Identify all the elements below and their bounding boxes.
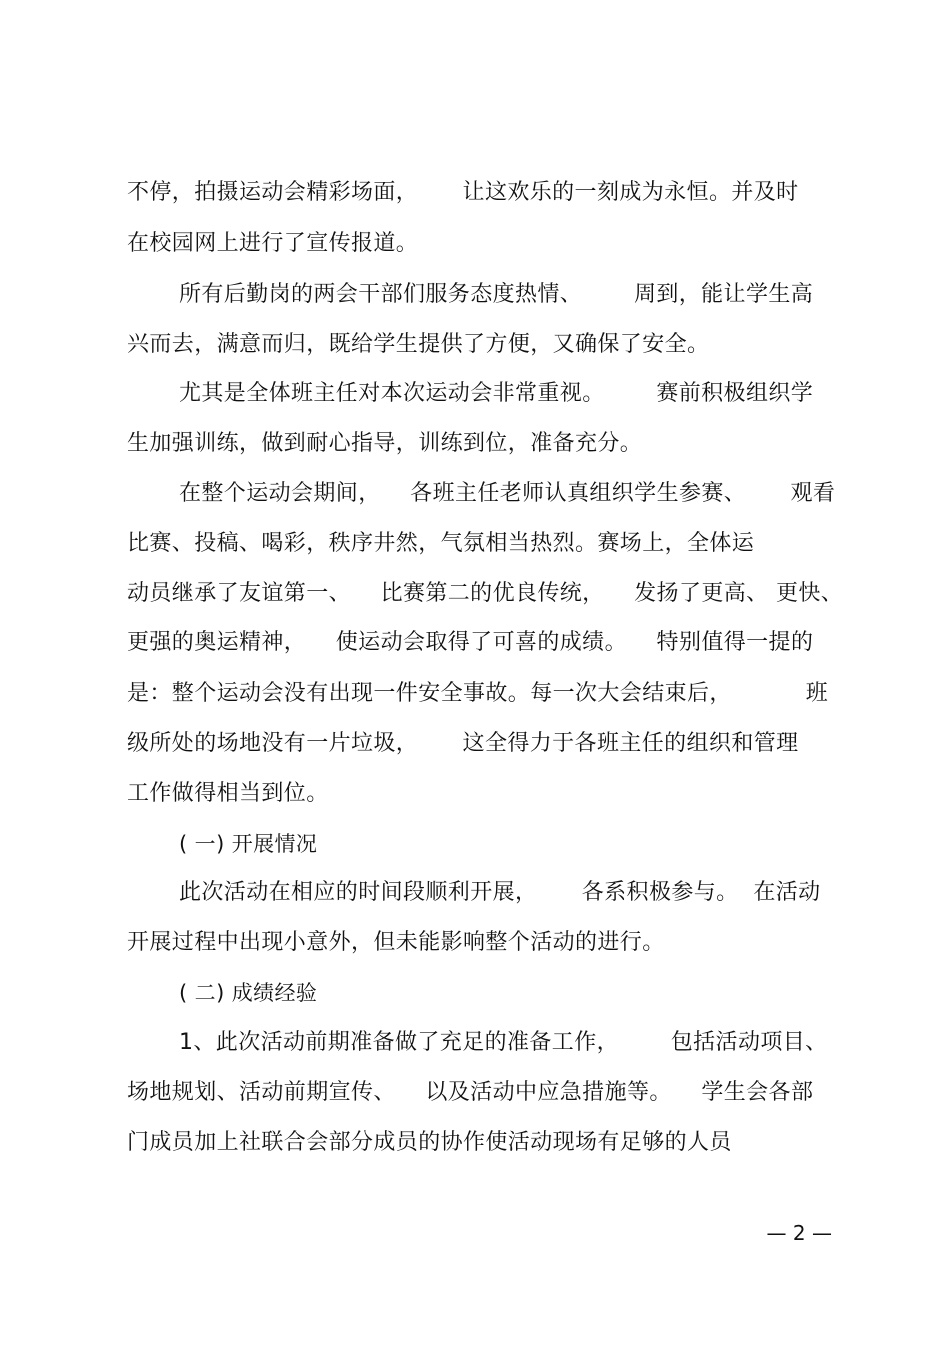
text-line: 此次活动在相应的时间段顺利开展， 各系积极参与。 在活动 [179, 880, 821, 905]
text-line: 兴而去，满意而归，既给学生提供了方便，又确保了安全。 [127, 332, 710, 357]
text-line: 动员继承了友谊第一、 比赛第二的优良传统， 发扬了更高、 更快、 [127, 581, 844, 606]
text-line: 尤其是全体班主任对本次运动会非常重视。 赛前积极组织学 [179, 381, 814, 406]
page-number: — 2 — [766, 1221, 832, 1245]
section-heading: ( 一) 开展情况 [179, 832, 318, 856]
text-line: 1、此次活动前期准备做了充足的准备工作， 包括活动项目、 [179, 1030, 828, 1055]
text-line: 开展过程中出现小意外，但未能影响整个活动的进行。 [127, 930, 665, 955]
text-line: 在校园网上进行了宣传报道。 [127, 231, 419, 256]
text-line: 比赛、投稿、喝彩，秩序井然，气氛相当热烈。赛场上，全体运 [127, 531, 755, 556]
text-line: 是：整个运动会没有出现一件安全事故。每一次大会结束后， 班 [127, 681, 829, 706]
text-line: 生加强训练，做到耐心指导，训练到位，准备充分。 [127, 431, 643, 456]
text-line: 门成员加上社联合会部分成员的协作使活动现场有足够的人员 [127, 1130, 732, 1155]
section-heading: ( 二) 成绩经验 [179, 981, 318, 1005]
text-line: 不停，拍摄运动会精彩场面， 让这欢乐的一刻成为永恒。并及时 [127, 180, 799, 205]
text-line: 场地规划、活动前期宣传、 以及活动中应急措施等。 学生会各部 [127, 1080, 814, 1105]
text-line: 级所处的场地没有一片垃圾， 这全得力于各班主任的组织和管理 [127, 731, 799, 756]
text-line: 所有后勤岗的两会干部们服务态度热情、 周到，能让学生高 [179, 282, 814, 307]
text-line: 在整个运动会期间， 各班主任老师认真组织学生参赛、 观看 [179, 481, 836, 506]
text-line: 更强的奥运精神， 使运动会取得了可喜的成绩。 特别值得一提的 [127, 630, 814, 655]
text-line: 工作做得相当到位。 [127, 781, 329, 806]
